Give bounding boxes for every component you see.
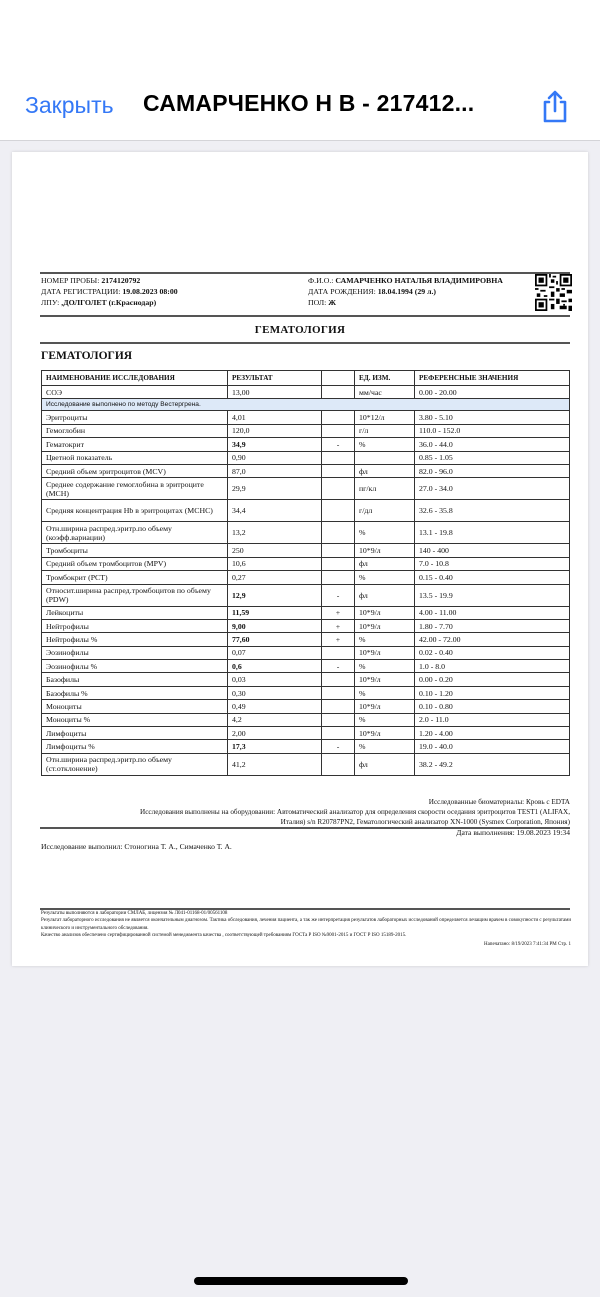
table-header-row <box>42 371 570 386</box>
test-reference: 32.6 - 35.8 <box>415 500 570 522</box>
test-name: Лейкоциты <box>42 606 228 619</box>
test-flag <box>322 478 355 500</box>
test-flag: + <box>322 619 355 632</box>
test-flag: + <box>322 606 355 619</box>
test-result: 0,27 <box>228 571 322 584</box>
test-unit <box>355 451 415 464</box>
test-result: 4,2 <box>228 713 322 726</box>
test-result: 34,4 <box>228 500 322 522</box>
test-result: 0,49 <box>228 700 322 713</box>
test-result: 0,90 <box>228 451 322 464</box>
test-result: 11,59 <box>228 606 322 619</box>
test-reference: 1.20 - 4.00 <box>415 727 570 740</box>
test-name: Тромбоциты <box>42 544 228 557</box>
test-flag <box>322 753 355 775</box>
table-row <box>42 673 570 686</box>
test-unit: фл <box>355 584 415 606</box>
table-row <box>42 424 570 437</box>
test-name: Эозинофилы <box>42 646 228 659</box>
test-flag: - <box>322 660 355 673</box>
table-row <box>42 713 570 726</box>
test-name: Гематокрит <box>42 438 228 451</box>
lpu: ЛПУ: ,ДОЛГОЛЕТ (г.Краснодар) <box>41 298 157 307</box>
method-note-row <box>42 399 570 411</box>
test-name: Лимфоциты % <box>42 740 228 753</box>
qr-code-icon <box>535 274 572 311</box>
test-flag <box>322 411 355 424</box>
test-unit: г/л <box>355 424 415 437</box>
test-result: 17,3 <box>228 740 322 753</box>
test-reference: 13.1 - 19.8 <box>415 522 570 544</box>
test-flag <box>322 522 355 544</box>
test-flag <box>322 713 355 726</box>
test-result: 4,01 <box>228 411 322 424</box>
test-unit: % <box>355 571 415 584</box>
test-unit: % <box>355 740 415 753</box>
table-row <box>42 633 570 646</box>
test-result: 77,60 <box>228 633 322 646</box>
equipment-note-line2: Италия) s/n R20787PN2, Гематологический анализатор XN-1000 (Sysmex Corporation, Япония) <box>280 818 570 826</box>
test-flag <box>322 464 355 477</box>
document-title: САМАРЧЕНКО Н В - 217412... <box>143 90 475 116</box>
test-name: Цветной показатель <box>42 451 228 464</box>
test-result: 9,00 <box>228 619 322 632</box>
test-name: Среднее содержание гемоглобина в эритроците (MCH) <box>42 478 228 500</box>
fine-print-license: Результаты выполняются в лаборатории СМЛАБ, лицензия № Л041-01168-01/00561108 <box>41 911 228 916</box>
test-result: 41,2 <box>228 753 322 775</box>
test-result: 2,00 <box>228 727 322 740</box>
table-row <box>42 522 570 544</box>
test-result: 0,30 <box>228 686 322 699</box>
home-indicator[interactable] <box>194 1277 408 1285</box>
table-row <box>42 740 570 753</box>
test-name: Гемоглобин <box>42 424 228 437</box>
test-unit: % <box>355 522 415 544</box>
test-unit: 10*9/л <box>355 544 415 557</box>
test-name: Тромбокрит (PCT) <box>42 571 228 584</box>
table-row <box>42 478 570 500</box>
completion-date: Дата выполнения: 19.08.2023 19:34 <box>456 828 570 837</box>
column-header-name: НАИМЕНОВАНИЕ ИССЛЕДОВАНИЯ <box>42 371 228 386</box>
test-flag <box>322 500 355 522</box>
test-reference: 0.10 - 1.20 <box>415 686 570 699</box>
share-button[interactable] <box>538 88 572 124</box>
test-reference: 1.80 - 7.70 <box>415 619 570 632</box>
test-unit: 10*9/л <box>355 646 415 659</box>
navigation-bar <box>0 0 600 141</box>
section-title: ГЕМАТОЛОГИЯ <box>254 324 346 336</box>
birth-date: ДАТА РОЖДЕНИЯ: 18.04.1994 (29 л.) <box>308 287 437 296</box>
table-row <box>42 727 570 740</box>
table-row <box>42 660 570 673</box>
test-flag: - <box>322 584 355 606</box>
test-unit: фл <box>355 557 415 570</box>
section-subtitle: ГЕМАТОЛОГИЯ <box>41 350 133 362</box>
header-top-rule <box>40 272 570 274</box>
table-row <box>42 646 570 659</box>
test-unit: 10*9/л <box>355 619 415 632</box>
column-header-reference: РЕФЕРЕНСНЫЕ ЗНАЧЕНИЯ <box>415 371 570 386</box>
test-result: 12,9 <box>228 584 322 606</box>
column-header-result: РЕЗУЛЬТАТ <box>228 371 322 386</box>
column-header-flag <box>322 371 355 386</box>
test-unit: 10*9/л <box>355 606 415 619</box>
test-reference: 4.00 - 11.00 <box>415 606 570 619</box>
table-row <box>42 544 570 557</box>
table-row <box>42 619 570 632</box>
test-name: Базофилы % <box>42 686 228 699</box>
table-row <box>42 411 570 424</box>
patient-name: Ф.И.О.: САМАРЧЕНКО НАТАЛЬЯ ВЛАДИМИРОВНА <box>308 276 503 285</box>
test-unit: % <box>355 686 415 699</box>
document-page <box>12 152 588 966</box>
test-result: 13,00 <box>228 386 322 399</box>
test-reference: 7.0 - 10.8 <box>415 557 570 570</box>
test-name: Отн.ширина распред.эритр.по объему (коэфф.вариации) <box>42 522 228 544</box>
test-name: Средняя концентрация Hb в эритроцитах (MCHC) <box>42 500 228 522</box>
test-reference: 2.0 - 11.0 <box>415 713 570 726</box>
test-result: 10,6 <box>228 557 322 570</box>
test-result: 87,0 <box>228 464 322 477</box>
test-flag <box>322 646 355 659</box>
test-unit: 10*9/л <box>355 727 415 740</box>
sex: ПОЛ: Ж <box>308 298 336 307</box>
test-reference: 13.5 - 19.9 <box>415 584 570 606</box>
test-flag <box>322 386 355 399</box>
test-unit: % <box>355 713 415 726</box>
test-name: Моноциты <box>42 700 228 713</box>
test-unit: % <box>355 438 415 451</box>
registration-date: ДАТА РЕГИСТРАЦИИ: 19.08.2023 08:00 <box>41 287 178 296</box>
test-unit: фл <box>355 464 415 477</box>
test-reference: 110.0 - 152.0 <box>415 424 570 437</box>
table-row <box>42 557 570 570</box>
test-name: Базофилы <box>42 673 228 686</box>
table-row <box>42 606 570 619</box>
test-reference: 0.00 - 20.00 <box>415 386 570 399</box>
column-header-unit: ЕД. ИЗМ. <box>355 371 415 386</box>
share-icon <box>538 88 572 124</box>
test-reference: 0.02 - 0.40 <box>415 646 570 659</box>
test-name: Лимфоциты <box>42 727 228 740</box>
test-flag <box>322 424 355 437</box>
test-name: Эозинофилы % <box>42 660 228 673</box>
test-flag <box>322 571 355 584</box>
test-flag <box>322 673 355 686</box>
test-reference: 3.80 - 5.10 <box>415 411 570 424</box>
test-result: 250 <box>228 544 322 557</box>
test-flag <box>322 544 355 557</box>
table-row <box>42 464 570 477</box>
test-name: Отн.ширина распред.эритр.по объему (ст.отклонение) <box>42 753 228 775</box>
test-reference: 19.0 - 40.0 <box>415 740 570 753</box>
test-unit: 10*9/л <box>355 673 415 686</box>
test-unit: 10*9/л <box>355 700 415 713</box>
test-flag: - <box>322 438 355 451</box>
test-name: Средний объем эритроцитов (MCV) <box>42 464 228 477</box>
test-flag: + <box>322 633 355 646</box>
test-reference: 42.00 - 72.00 <box>415 633 570 646</box>
test-name: Нейтрофилы <box>42 619 228 632</box>
test-name: Моноциты % <box>42 713 228 726</box>
test-reference: 0.00 - 0.20 <box>415 673 570 686</box>
fine-print-disclaimer: Результат лабораторного исследования не является окончательным диагнозом. Тактика обследования, лечения пациента, а так же интерпретация результатов лабораторных исследований определяется лечащим врачем в совокупности с результатами клинического и инструментального обследования. <box>41 918 572 931</box>
test-unit: г/дл <box>355 500 415 522</box>
table-row <box>42 686 570 699</box>
test-reference: 38.2 - 49.2 <box>415 753 570 775</box>
test-name: Нейтрофилы % <box>42 633 228 646</box>
method-note: Исследование выполнено по методу Вестергрена. <box>42 399 570 411</box>
results-table <box>41 370 570 776</box>
test-result: 0,03 <box>228 673 322 686</box>
table-row <box>42 753 570 775</box>
sample-number: НОМЕР ПРОБЫ: 2174120792 <box>41 276 141 285</box>
test-name: Эритроциты <box>42 411 228 424</box>
test-unit: % <box>355 633 415 646</box>
test-reference: 0.10 - 0.80 <box>415 700 570 713</box>
close-button[interactable]: Закрыть <box>25 92 114 118</box>
fine-print-quality: Качество анализов обеспечено сертифицированной системой менеджмента качества , соответствующей требованиям ГОСТа Р ISO №9001-2015 и ГОСТ Р ISO 15189-2015. <box>41 932 407 938</box>
test-result: 0,6 <box>228 660 322 673</box>
table-row <box>42 584 570 606</box>
test-flag <box>322 700 355 713</box>
test-result: 29,9 <box>228 478 322 500</box>
equipment-note-line1: Исследования выполнены на оборудовании: Автоматический анализатор для определения скорости оседания эритроцитов TEST1 (ALIFAX, <box>140 808 570 816</box>
test-flag <box>322 557 355 570</box>
section-rule <box>40 342 570 344</box>
test-result: 13,2 <box>228 522 322 544</box>
fine-print <box>41 910 571 948</box>
test-reference: 27.0 - 34.0 <box>415 478 570 500</box>
test-reference: 140 - 400 <box>415 544 570 557</box>
table-row <box>42 571 570 584</box>
printed-stamp: Напечатано: 8/19/2023 7:41:34 PM Стр. 1 <box>484 942 571 948</box>
test-unit: фл <box>355 753 415 775</box>
test-unit: мм/час <box>355 386 415 399</box>
test-result: 34,9 <box>228 438 322 451</box>
test-flag: - <box>322 740 355 753</box>
test-unit: % <box>355 660 415 673</box>
test-name: Относит.ширина распред.тромбоцитов по объему (PDW) <box>42 584 228 606</box>
test-flag <box>322 686 355 699</box>
test-flag <box>322 451 355 464</box>
test-result: 0,07 <box>228 646 322 659</box>
performed-by: Исследование выполнил: Стоногина Т. А., Симаченко Т. А. <box>41 842 232 851</box>
header-bottom-rule <box>40 315 570 317</box>
table-row <box>42 700 570 713</box>
table-row <box>42 500 570 522</box>
table-row-esr <box>42 386 570 399</box>
test-name: СОЭ <box>42 386 228 399</box>
test-reference: 36.0 - 44.0 <box>415 438 570 451</box>
test-reference: 0.15 - 0.40 <box>415 571 570 584</box>
test-flag <box>322 727 355 740</box>
test-reference: 0.85 - 1.05 <box>415 451 570 464</box>
test-result: 120,0 <box>228 424 322 437</box>
test-reference: 1.0 - 8.0 <box>415 660 570 673</box>
table-row <box>42 438 570 451</box>
test-reference: 82.0 - 96.0 <box>415 464 570 477</box>
table-row <box>42 451 570 464</box>
test-unit: пг/кл <box>355 478 415 500</box>
biomaterial-note: Исследованные биоматериалы: Кровь с EDTA <box>428 798 570 806</box>
test-unit: 10*12/л <box>355 411 415 424</box>
test-name: Средний объем тромбоцитов (MPV) <box>42 557 228 570</box>
